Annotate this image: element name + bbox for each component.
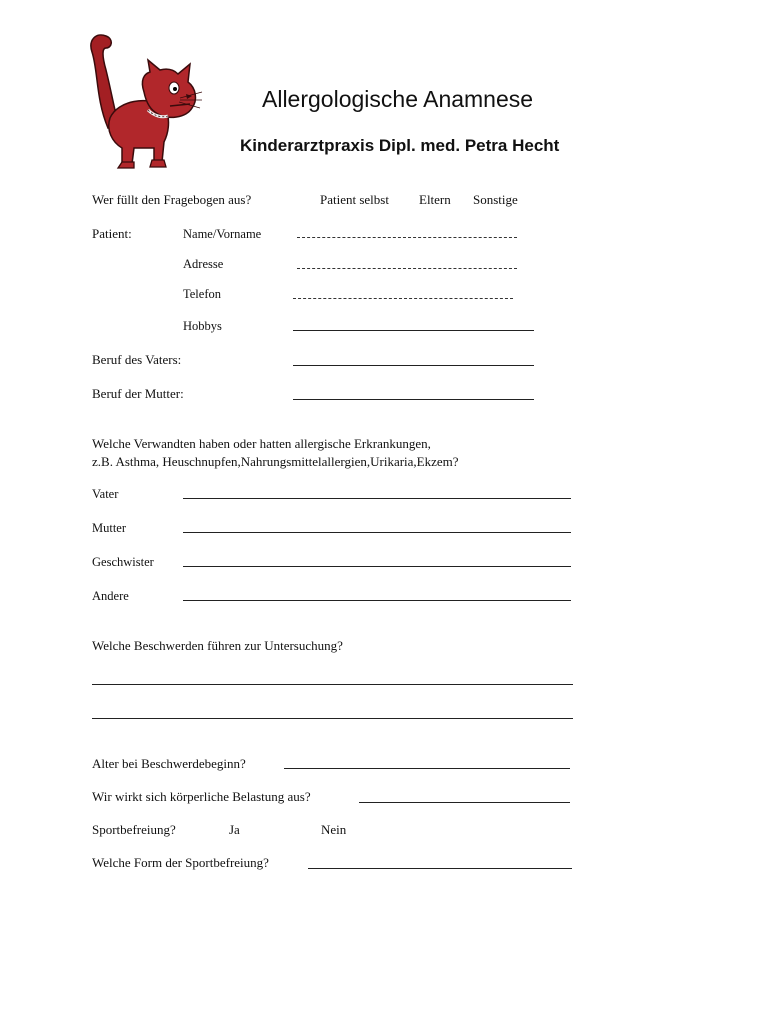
relatives-question-line1: Welche Verwandten haben oder hatten allergische Erkrankungen, <box>92 436 431 451</box>
hobbies-field[interactable] <box>293 330 534 331</box>
practice-name: Kinderarztpraxis Dipl. med. Petra Hecht <box>240 136 560 155</box>
relative-father-field[interactable] <box>183 498 571 499</box>
exercise-effect-label: Wir wirkt sich körperliche Belastung aus? <box>92 789 311 804</box>
page-title: Allergologische Anamnese <box>262 86 534 112</box>
relative-siblings-field[interactable] <box>183 566 571 567</box>
mother-job-field[interactable] <box>293 399 534 400</box>
exemption-form-label: Welche Form der Sportbefreiung? <box>92 855 269 870</box>
phone-field[interactable] <box>293 298 513 299</box>
onset-age-label: Alter bei Beschwerdebeginn? <box>92 756 246 771</box>
option-eltern[interactable]: Eltern <box>419 192 451 207</box>
sport-exemption-label: Sportbefreiung? <box>92 822 176 837</box>
exemption-form-field[interactable] <box>308 868 572 869</box>
address-label: Adresse <box>183 257 224 271</box>
complaints-field-2[interactable] <box>92 718 573 719</box>
relative-father-label: Vater <box>92 487 119 501</box>
relative-mother-field[interactable] <box>183 532 571 533</box>
mother-job-label: Beruf der Mutter: <box>92 386 184 401</box>
red-cat-icon <box>78 30 206 172</box>
filler-question: Wer füllt den Fragebogen aus? <box>92 192 252 207</box>
option-patient-selbst[interactable]: Patient selbst <box>320 192 389 207</box>
name-field[interactable] <box>297 237 517 238</box>
name-label: Name/Vorname <box>183 227 262 241</box>
hobbies-label: Hobbys <box>183 319 222 333</box>
option-ja[interactable]: Ja <box>229 822 240 837</box>
relative-mother-label: Mutter <box>92 521 127 535</box>
phone-label: Telefon <box>183 287 221 301</box>
option-sonstige[interactable]: Sonstige <box>473 192 518 207</box>
relatives-question-line2: z.B. Asthma, Heuschnupfen,Nahrungsmittelallergien,Urikaria,Ekzem? <box>92 454 459 469</box>
option-nein[interactable]: Nein <box>321 822 347 837</box>
exercise-effect-field[interactable] <box>359 802 570 803</box>
complaints-question: Welche Beschwerden führen zur Untersuchung? <box>92 638 343 653</box>
patient-label: Patient: <box>92 226 132 241</box>
relative-other-field[interactable] <box>183 600 571 601</box>
complaints-field-1[interactable] <box>92 684 573 685</box>
onset-age-field[interactable] <box>284 768 570 769</box>
address-field[interactable] <box>297 268 517 269</box>
father-job-field[interactable] <box>293 365 534 366</box>
relative-siblings-label: Geschwister <box>92 555 154 569</box>
father-job-label: Beruf des Vaters: <box>92 352 182 367</box>
relative-other-label: Andere <box>92 589 129 603</box>
